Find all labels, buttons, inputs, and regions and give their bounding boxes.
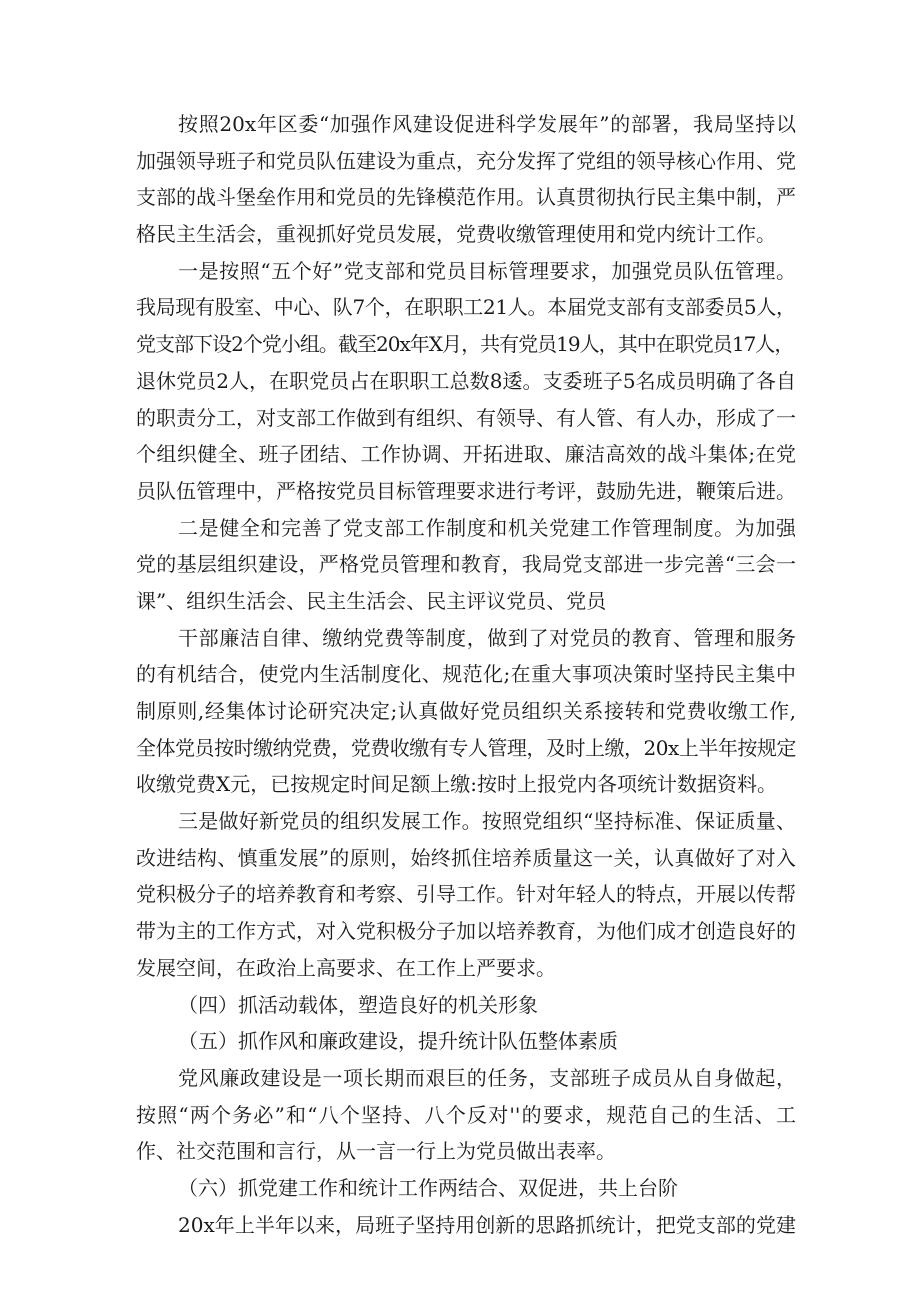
text-line: 改进结构、慎重发展”的原则，始终抓住培养质量这一关，认真做好了对入 <box>136 845 796 870</box>
text-line: 全体党员按时缴纳党费，党费收缴有专人管理，及时上缴，20x上半年按规定 <box>136 735 796 760</box>
text-line: 格民主生活会，重视抓好党员发展，党费收缴管理使用和党内统计工作。 <box>136 222 776 247</box>
text-line: 加强领导班子和党员队伍建设为重点，充分发挥了党组的领导核心作用、党 <box>136 148 796 173</box>
text-line: 支部的战斗堡垒作用和党员的先锋模范作用。认真贯彻执行民主集中制，严 <box>136 185 796 210</box>
text-line: 三是做好新党员的组织发展工作。按照党组织“坚持标准、保证质量、 <box>178 809 796 834</box>
text-line: （六）抓党建工作和统计工作两结合、双促进，共上台阶 <box>178 1175 678 1200</box>
text-line: 按照“两个务必”和“八个坚持、八个反对''的要求，规范自己的生活、工 <box>136 1102 796 1127</box>
text-line: 按照20x年区委“加强作风建设促进科学发展年”的部署，我局坚持以 <box>178 112 796 136</box>
text-line: 收缴党费X元，已按规定时间足额上缴:按时上报党内各项统计数据资料。 <box>136 772 777 797</box>
text-line: 员队伍管理中，严格按党员目标管理要求进行考评，鼓励先进，鞭策后进。 <box>136 478 796 503</box>
text-line: 的职责分工，对支部工作做到有组织、有领导、有人管、有人办，形成了一 <box>136 405 796 430</box>
text-line: 党积极分子的培养教育和考察、引导工作。针对年轻人的特点，开展以传帮 <box>136 882 796 907</box>
text-line: 课”、组织生活会、民主生活会、民主评议党员、党员 <box>136 588 607 613</box>
text-line: 退休党员2人，在职党员占在职职工总数8逶。支委班子5名成员明确了各自 <box>136 368 796 393</box>
text-line: 个组织健全、班子团结、工作协调、开拓进取、廉洁高效的战斗集体;在党 <box>136 442 796 467</box>
text-line: 的有机结合，使党内生活制度化、规范化;在重大事项决策时坚持民主集中 <box>136 662 796 687</box>
text-line: 制原则,经集体讨论研究决定;认真做好党员组织关系接转和党费收缴工作, <box>136 699 796 723</box>
text-line: 作、社交范围和言行，从一言一行上为党员做出表率。 <box>136 1139 616 1164</box>
text-line: （五）抓作风和廉政建设，提升统计队伍整体素质 <box>178 1029 618 1054</box>
text-line: 发展空间，在政治上高要求、在工作上严要求。 <box>136 955 556 980</box>
text-line: 我局现有股室、中心、队7个，在职职工21人。本届党支部有支部委员5人， <box>136 295 796 320</box>
text-line: （四）抓活动载体，塑造良好的机关形象 <box>178 992 538 1017</box>
text-line: 二是健全和完善了党支部工作制度和机关党建工作管理制度。为加强 <box>178 515 796 540</box>
text-line: 20x年上半年以来，局班子坚持用创新的思路抓统计，把党支部的党建 <box>178 1212 796 1237</box>
text-line: 党的基层组织建设，严格党员管理和教育，我局党支部进一步完善“三会一 <box>136 552 796 577</box>
text-line: 干部廉洁自律、缴纳党费等制度，做到了对党员的教育、管理和服务 <box>178 625 796 650</box>
text-line: 一是按照“五个好”党支部和党员目标管理要求，加强党员队伍管理。 <box>178 258 796 283</box>
text-line: 带为主的工作方式，对入党积极分子加以培养教育，为他们成才创造良好的 <box>136 919 796 944</box>
text-line: 党风廉政建设是一项长期而艰巨的任务，支部班子成员从自身做起， <box>178 1065 796 1090</box>
text-line: 党支部下设2个党小组。截至20x年X月，共有党员19人，其中在职党员17人， <box>136 332 794 357</box>
document-body <box>136 106 796 1243</box>
